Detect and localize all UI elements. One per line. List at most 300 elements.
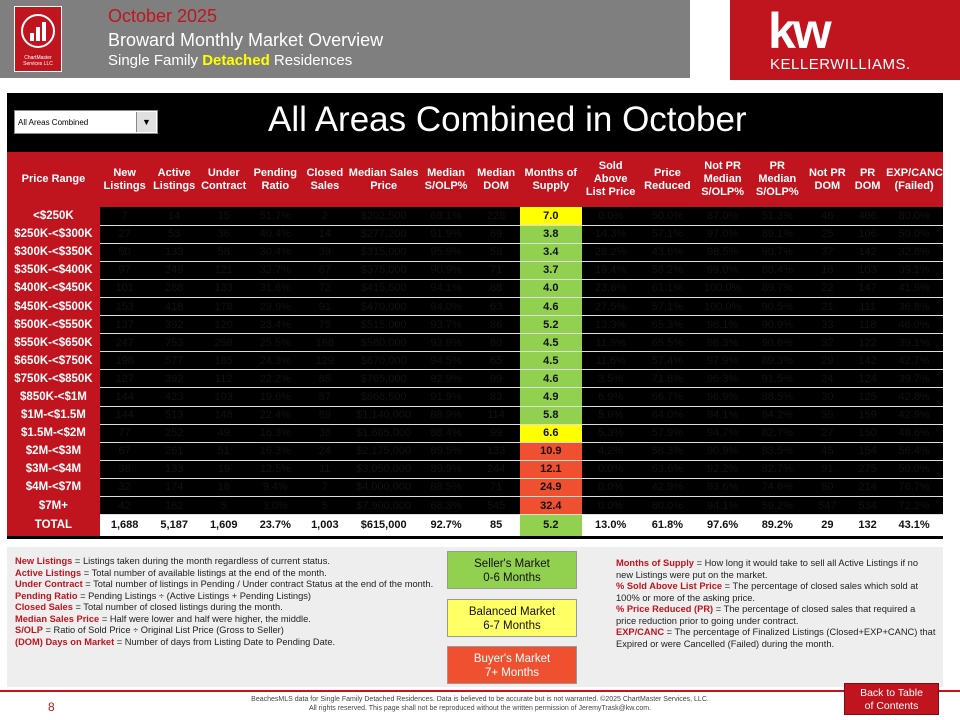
table-cell: 30: [805, 388, 850, 406]
price-range-cell: $850K-<$1M: [7, 388, 100, 406]
table-cell: $580,000: [348, 334, 420, 352]
table-cell: 93.6%: [420, 334, 473, 352]
table-cell: 1,688: [100, 515, 150, 536]
table-cell: 14: [302, 225, 347, 243]
table-cell: 92.2%: [695, 460, 750, 478]
table-cell: 88.4%: [750, 261, 805, 279]
table-cell: 63.6%: [640, 460, 696, 478]
table-cell: $470,000: [348, 297, 420, 315]
logo-label: ChartMaster Services LLC: [23, 55, 53, 67]
table-cell: 56.4%: [885, 442, 943, 460]
table-cell: 5: [302, 497, 347, 515]
table-cell: $202,500: [348, 207, 420, 225]
table-cell: 21: [805, 297, 850, 315]
table-cell: 30.4%: [248, 243, 302, 261]
table-cell: 76.7%: [885, 478, 943, 496]
legend-entry: [616, 581, 936, 604]
table-cell: 75: [302, 316, 347, 334]
table-cell: 53: [149, 225, 199, 243]
table-cell: 101: [100, 279, 150, 297]
table-cell: 25: [805, 225, 850, 243]
table-row: [7, 497, 943, 515]
legend-term: Months of Supply: [616, 558, 694, 568]
price-range-cell: $650K-<$750K: [7, 352, 100, 370]
months-of-supply-cell: 5.2: [520, 515, 582, 536]
table-cell: 16.3%: [248, 442, 302, 460]
legend-definition: = The percentage of closed sales which sold at 100% or more of the asking price.: [616, 581, 919, 603]
table-cell: $277,200: [348, 225, 420, 243]
table-cell: 97.9%: [695, 352, 750, 370]
table-cell: 132: [850, 515, 885, 536]
table-cell: 288: [149, 279, 199, 297]
legend-definition: = Number of days from Listing Date to Pending Date.: [114, 636, 336, 647]
table-row: [7, 297, 943, 315]
page-number: 8: [48, 700, 55, 714]
table-cell: 66.7%: [640, 388, 696, 406]
table-cell: 50: [100, 243, 150, 261]
column-header: Months of Supply: [520, 152, 582, 207]
table-cell: 5,187: [149, 515, 199, 536]
table-cell: 98.3%: [695, 334, 750, 352]
table-cell: 5: [199, 497, 249, 515]
table-cell: 71.8%: [640, 370, 696, 388]
header-bar: [0, 0, 690, 78]
legend-definition: = The percentage of closed sales that required a price reduction prior to going under contract.: [616, 604, 916, 626]
table-cell: 753: [149, 334, 199, 352]
table-cell: 99: [472, 424, 519, 442]
table-cell: 406: [850, 207, 885, 225]
report-month: October 2025: [108, 6, 218, 26]
table-cell: 63: [472, 297, 519, 315]
table-cell: 32: [100, 478, 150, 496]
table-cell: 275: [850, 460, 885, 478]
table-cell: 22.2%: [248, 370, 302, 388]
price-range-cell: $4M-<$7M: [7, 478, 100, 496]
footer-divider: [0, 690, 960, 692]
table-cell: 80: [472, 334, 519, 352]
table-cell: 174: [149, 478, 199, 496]
column-header: Under Contract: [199, 152, 249, 207]
table-cell: 72.2%: [885, 497, 943, 515]
table-cell: 91: [302, 297, 347, 315]
table-cell: 36: [199, 225, 249, 243]
table-cell: 258: [199, 334, 249, 352]
column-header: Median DOM: [472, 152, 519, 207]
table-cell: 95.9%: [420, 243, 473, 261]
balanced-market-box: [447, 599, 577, 637]
price-range-cell: $7M+: [7, 497, 100, 515]
table-cell: 162: [149, 497, 199, 515]
table-row: [7, 316, 943, 334]
table-cell: 65.3%: [640, 316, 696, 334]
table-cell: 93.7%: [420, 316, 473, 334]
disclaimer-line: All rights reserved. This page shall not be reproduced without the written permission of JeremyTrask@kw.com.: [308, 704, 652, 712]
price-range-cell: $2M-<$3M: [7, 442, 100, 460]
legend-definition: = Pending Listings ÷ (Active Listings + Pending Listings): [77, 590, 312, 601]
table-cell: 50.0%: [640, 207, 696, 225]
table-cell: 23.4%: [248, 316, 302, 334]
table-cell: 40.4%: [248, 225, 302, 243]
table-cell: $375,000: [348, 261, 420, 279]
table-cell: 534: [850, 497, 885, 515]
table-cell: 94.5%: [420, 352, 473, 370]
table-cell: 92.7%: [420, 515, 473, 536]
legend-definition: = Listings taken during the month regardless of current status.: [72, 556, 330, 566]
table-cell: 39.1%: [885, 261, 943, 279]
price-range-cell: $1.5M-<$2M: [7, 424, 100, 442]
table-cell: 19.4%: [582, 261, 640, 279]
table-cell: 6.9%: [582, 388, 640, 406]
months-of-supply-cell: 5.8: [520, 406, 582, 424]
column-header: Median Sales Price: [348, 152, 420, 207]
months-of-supply-cell: 3.7: [520, 261, 582, 279]
table-cell: 103: [199, 388, 249, 406]
table-cell: 86: [472, 316, 519, 334]
table-cell: 92.9%: [420, 370, 473, 388]
table-cell: $7,900,000: [348, 497, 420, 515]
table-cell: $765,000: [348, 370, 420, 388]
legend-term: % Sold Above List Price: [616, 581, 723, 591]
table-cell: 39: [302, 243, 347, 261]
months-of-supply-cell: 3.8: [520, 225, 582, 243]
chartmaster-logo: [14, 6, 62, 72]
months-of-supply-cell: 7.0: [520, 207, 582, 225]
table-cell: 5.6%: [582, 406, 640, 424]
table-cell: 214: [850, 478, 885, 496]
price-range-cell: $250K-<$300K: [7, 225, 100, 243]
table-cell: 58.3%: [640, 442, 696, 460]
table-cell: 51.3%: [750, 207, 805, 225]
column-header: Not PR Median S/OLP%: [695, 152, 750, 207]
table-cell: 144: [100, 406, 150, 424]
legend-term: % Price Reduced (PR): [616, 604, 714, 614]
back-label: of Contents: [864, 700, 919, 712]
table-cell: 83: [472, 388, 519, 406]
column-header: Price Reduced: [640, 152, 696, 207]
legend-entry: [15, 625, 440, 637]
table-cell: 247: [100, 334, 150, 352]
months-of-supply-cell: 3.4: [520, 243, 582, 261]
table-cell: 32: [805, 334, 850, 352]
table-cell: 577: [149, 352, 199, 370]
column-header: Closed Sales: [302, 152, 347, 207]
column-header: Not PR DOM: [805, 152, 850, 207]
table-cell: 114: [472, 406, 519, 424]
table-cell: 261: [149, 442, 199, 460]
market-range: 0-6 Months: [483, 572, 541, 584]
table-cell: $515,000: [348, 316, 420, 334]
legend-term: New Listings: [15, 556, 73, 566]
table-cell: 91.5%: [750, 370, 805, 388]
table-cell: 90.7%: [750, 243, 805, 261]
legend-definition: = How long it would take to sell all Active Listings if no new Listings were put on the market.: [616, 558, 918, 580]
table-cell: 11: [302, 460, 347, 478]
table-cell: 392: [149, 370, 199, 388]
table-cell: 42.9%: [640, 478, 696, 496]
column-header: PR DOM: [850, 152, 885, 207]
table-cell: 7: [100, 207, 150, 225]
table-cell: 46: [805, 207, 850, 225]
table-cell: 29: [805, 515, 850, 536]
column-header: EXP/CANC (Failed): [885, 152, 943, 207]
table-cell: 547: [805, 497, 850, 515]
legend-entry: [15, 579, 440, 591]
price-range-cell: $500K-<$550K: [7, 316, 100, 334]
table-cell: 226: [472, 207, 519, 225]
legend-definition: = Ratio of Sold Price ÷ Original List Price (Gross to Seller): [42, 625, 284, 635]
table-cell: 159: [850, 406, 885, 424]
table-cell: 168: [302, 334, 347, 352]
table-cell: 51: [199, 442, 249, 460]
table-cell: 35: [805, 406, 850, 424]
months-of-supply-cell: 4.6: [520, 370, 582, 388]
table-cell: 49: [199, 424, 249, 442]
table-row: [7, 352, 943, 370]
table-cell: 85: [472, 515, 519, 536]
legend-entry: [616, 604, 936, 627]
table-cell: 0.0%: [582, 460, 640, 478]
table-cell: 418: [149, 297, 199, 315]
column-header: Sold Above List Price: [582, 152, 640, 207]
table-cell: 39.7%: [885, 370, 943, 388]
table-cell: 67: [100, 442, 150, 460]
table-cell: $3,050,000: [348, 460, 420, 478]
column-header: Pending Ratio: [248, 152, 302, 207]
table-cell: 97.0%: [695, 225, 750, 243]
table-cell: 58: [472, 243, 519, 261]
table-cell: 24: [302, 442, 347, 460]
table-cell: 14: [149, 207, 199, 225]
table-row: [7, 261, 943, 279]
table-cell: 87.0%: [695, 207, 750, 225]
table-cell: 71: [472, 261, 519, 279]
table-cell: 33: [805, 316, 850, 334]
table-cell: 90.5%: [750, 297, 805, 315]
table-cell: 127: [100, 370, 150, 388]
column-header: Price Range: [7, 152, 100, 207]
table-cell: 94.7%: [695, 424, 750, 442]
table-cell: 91.9%: [420, 225, 473, 243]
table-cell: 9.4%: [248, 478, 302, 496]
keller-williams-logo: [730, 0, 960, 80]
table-cell: 97: [100, 261, 150, 279]
table-cell: 11.6%: [582, 352, 640, 370]
table-cell: 42.7%: [885, 352, 943, 370]
table-cell: 28.2%: [582, 243, 640, 261]
table-cell: 94.1%: [695, 497, 750, 515]
column-header: New Listings: [100, 152, 150, 207]
table-cell: 16.3%: [248, 424, 302, 442]
table-cell: 23.7%: [248, 515, 302, 536]
table-row: [7, 424, 943, 442]
table-cell: 15: [199, 207, 249, 225]
table-cell: 57.9%: [640, 424, 696, 442]
chevron-down-icon[interactable]: ▼: [136, 112, 156, 132]
table-cell: 38: [302, 424, 347, 442]
table-cell: 249: [149, 261, 199, 279]
table-cell: 94.1%: [695, 406, 750, 424]
legend-term: S/OLP: [15, 625, 43, 635]
area-select[interactable]: [14, 110, 158, 134]
table-cell: 74.6%: [750, 478, 805, 496]
table-cell: 133: [149, 460, 199, 478]
table-cell: 118: [850, 316, 885, 334]
table-cell: 13.3%: [582, 316, 640, 334]
table-cell: 69: [472, 225, 519, 243]
table-cell: 112: [199, 370, 249, 388]
legend-entry: [15, 602, 440, 614]
table-cell: 142: [850, 243, 885, 261]
table-cell: 68.3%: [420, 497, 473, 515]
market-table: [7, 152, 943, 536]
legend-definition: = Total number of available listings at the end of the month.: [81, 567, 327, 578]
table-cell: 50.0%: [885, 460, 943, 478]
table-cell: 57.1%: [640, 297, 696, 315]
table-cell: 91: [805, 460, 850, 478]
table-cell: 90.6%: [750, 334, 805, 352]
table-cell: 64.0%: [640, 406, 696, 424]
table-cell: 423: [149, 388, 199, 406]
table-cell: $670,000: [348, 352, 420, 370]
table-cell: 89.2%: [750, 515, 805, 536]
table-cell: $1,685,000: [348, 424, 420, 442]
table-cell: 545: [472, 497, 519, 515]
table-cell: 36.8%: [885, 297, 943, 315]
table-cell: 133: [199, 279, 249, 297]
table-cell: 51.7%: [248, 207, 302, 225]
table-cell: 137: [100, 316, 150, 334]
table-cell: 88.5%: [420, 478, 473, 496]
disclaimer-line: BeachesMLS data for Single Family Detached Residences. Data is believed to be accurate but is not warranted. ©2025 ChartMaster Services, LLC.: [251, 696, 709, 703]
months-of-supply-cell: 4.9: [520, 388, 582, 406]
table-cell: 29: [805, 352, 850, 370]
kw-mark: kw: [768, 3, 829, 59]
legend-definition: = The percentage of Finalized Listings (Closed+EXP+CANC) that Expired or were Cancelled (Failed) during the month.: [616, 627, 936, 649]
table-cell: 43.6%: [640, 243, 696, 261]
table-cell: 57.1%: [640, 225, 696, 243]
table-cell: 198: [100, 352, 150, 370]
table-cell: 93.6%: [695, 478, 750, 496]
table-cell: 244: [472, 460, 519, 478]
market-name: Buyer's Market: [473, 653, 551, 665]
bar-chart-icon: [15, 11, 61, 51]
table-cell: 59.2%: [750, 497, 805, 515]
buyers-market-box: [447, 646, 577, 684]
price-range-cell: $3M-<$4M: [7, 460, 100, 478]
table-cell: 85: [302, 370, 347, 388]
table-cell: 67: [302, 261, 347, 279]
table-cell: 148: [199, 406, 249, 424]
table-cell: 14.3%: [582, 225, 640, 243]
table-cell: 0.0%: [582, 207, 640, 225]
table-cell: 32.8%: [885, 243, 943, 261]
table-cell: 24.3%: [248, 352, 302, 370]
market-range: 7+ Months: [484, 667, 540, 679]
table-row: [7, 460, 943, 478]
column-header: PR Median S/OLP%: [750, 152, 805, 207]
table-cell: 7: [302, 478, 347, 496]
table-cell: 185: [199, 352, 249, 370]
table-cell: 82.7%: [750, 424, 805, 442]
table-cell: 23.6%: [582, 279, 640, 297]
table-cell: 13.0%: [582, 515, 640, 536]
report-subtitle: Single Family Detached Residences: [108, 52, 353, 69]
table-cell: 133: [149, 243, 199, 261]
table-cell: 31.6%: [248, 279, 302, 297]
table-cell: 122: [850, 334, 885, 352]
table-cell: 22.4%: [248, 406, 302, 424]
table-cell: 98.5%: [695, 243, 750, 261]
price-range-cell: TOTAL: [7, 515, 100, 536]
table-cell: 1,003: [302, 515, 347, 536]
table-row: [7, 478, 943, 496]
months-of-supply-cell: 4.6: [520, 297, 582, 315]
legend-term: (DOM) Days on Market: [15, 636, 115, 647]
legend-entry: [15, 591, 440, 603]
table-cell: 58.2%: [640, 261, 696, 279]
table-cell: 80.0%: [640, 497, 696, 515]
table-cell: $1,140,000: [348, 406, 420, 424]
table-cell: 25.5%: [248, 334, 302, 352]
table-cell: 84.2%: [750, 406, 805, 424]
table-row: [7, 279, 943, 297]
back-to-toc-button[interactable]: [844, 683, 939, 715]
column-header: Median S/OLP%: [420, 152, 473, 207]
table-total-row: [7, 515, 943, 536]
table-cell: $615,000: [348, 515, 420, 536]
table-cell: 39.1%: [885, 334, 943, 352]
months-of-supply-cell: 12.1: [520, 460, 582, 478]
table-cell: 83.5%: [750, 442, 805, 460]
legend-term: Median Sales Price: [15, 613, 100, 624]
table-cell: 111: [850, 297, 885, 315]
legend-definitions-left: [15, 556, 440, 648]
table-cell: 153: [100, 297, 150, 315]
table-cell: 97.6%: [695, 515, 750, 536]
table-cell: 150: [850, 424, 885, 442]
table-cell: 1,609: [199, 515, 249, 536]
table-cell: 103: [850, 261, 885, 279]
table-cell: 19: [199, 460, 249, 478]
price-range-cell: $450K-<$500K: [7, 297, 100, 315]
table-cell: 58: [199, 243, 249, 261]
column-header: Active Listings: [149, 152, 199, 207]
table-cell: 96.9%: [695, 388, 750, 406]
table-cell: 48.6%: [885, 424, 943, 442]
table-row: [7, 207, 943, 225]
table-cell: 42.8%: [885, 388, 943, 406]
table-cell: 18: [199, 478, 249, 496]
report-title: Broward Monthly Market Overview: [108, 30, 384, 50]
legend-entry: [15, 637, 440, 649]
table-cell: 37: [805, 243, 850, 261]
table-cell: 90.9%: [750, 316, 805, 334]
table-cell: 57.4%: [640, 352, 696, 370]
area-select-value: All Areas Combined: [18, 118, 89, 127]
table-cell: 27.5%: [582, 297, 640, 315]
legend-definitions-right: [616, 558, 936, 650]
sellers-market-box: [447, 551, 577, 589]
price-range-cell: $750K-<$850K: [7, 370, 100, 388]
table-cell: 42: [100, 497, 150, 515]
table-cell: 252: [149, 424, 199, 442]
table-cell: $4,000,000: [348, 478, 420, 496]
table-cell: 65: [472, 352, 519, 370]
table-cell: 144: [100, 388, 150, 406]
table-cell: 88.9%: [420, 406, 473, 424]
months-of-supply-cell: 5.2: [520, 316, 582, 334]
table-cell: 19.6%: [248, 388, 302, 406]
